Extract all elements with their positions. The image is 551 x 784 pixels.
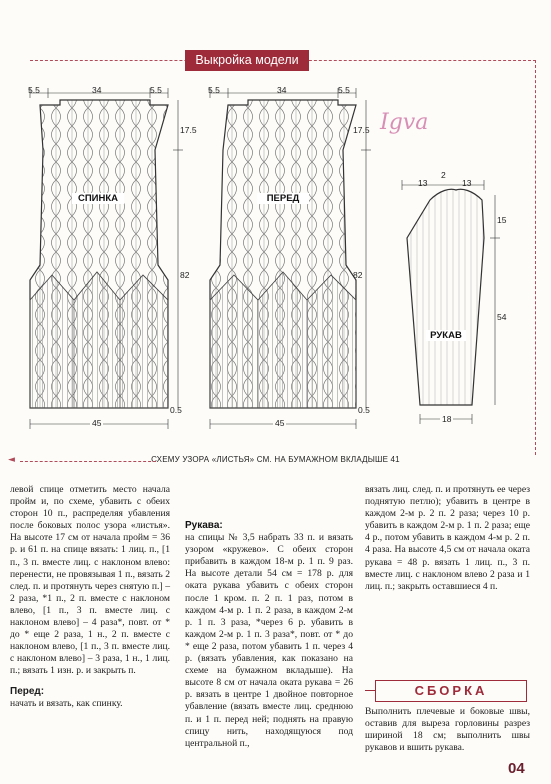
back-shoulder-right: 5.5	[150, 85, 162, 95]
assembly-instructions: Выполнить плечевые и боковые швы, оставив для выреза горловины разрез шириной 18 см; выполнить швы рукавов и вшить рукава.	[365, 706, 530, 754]
sleeves-continued: вязать лиц. след. п. и протянуть ее через поднятую петлю); убавить в центре в каждом 2-м р. 2 п. 2 раза; через 10 р. убавить в каждом 2-м р. 1 п. 2 раза; еще 4 р., потом убавить в каждом 4-м р. 2 п. 4 раза. На высоте 4,5 см от начала оката рукава = 48 р. вязать 1 лиц. п., 3 п. вместе лиц. с наклоном влево 2 раза и 1 лиц. п.; закрыть оставшиеся 4 п.	[365, 484, 530, 592]
front-heading: Перед:	[10, 685, 45, 697]
watermark: Igva	[380, 110, 429, 135]
front-width: 45	[275, 418, 285, 428]
sleeve-cap-right: 13	[462, 178, 472, 188]
page-title: Выкройка модели	[185, 50, 309, 71]
front-body-height: 82	[353, 270, 363, 280]
pattern-note: СХЕМУ УЗОРА «ЛИСТЬЯ» СМ. НА БУМАЖНОМ ВКЛАДЫШЕ 41	[151, 455, 400, 464]
front-piece	[210, 100, 356, 408]
back-piece	[30, 100, 168, 408]
front-label: ПЕРЕД	[257, 193, 309, 204]
back-neck-width: 34	[92, 85, 102, 95]
note-arrow-icon: ◄	[8, 455, 15, 465]
sleeve-length: 54	[497, 312, 507, 322]
front-neck-width: 34	[277, 85, 287, 95]
column-3	[365, 484, 530, 593]
front-shoulder-left: 5.5	[208, 85, 220, 95]
back-yoke-height: 17.5	[180, 125, 197, 135]
front-yoke-height: 17.5	[353, 125, 370, 135]
column-2	[185, 520, 353, 750]
assembly-block	[365, 706, 530, 754]
sleeve-cap-left: 13	[418, 178, 428, 188]
sleeves-instructions: на спицы № 3,5 набрать 33 п. и вязать узором «кружево». С обеих сторон прибавить в каждом 18-м р. 1 п. 9 раз. На высоте детали 54 см = 178 р. для оката рукава убавить с обеих сторон после 1 кром. п. 2 п. 1 раз, потом в каждом 4-м р. 1 п. 2 раза, в каждом 2-м р. 1 п. 3 раза, *через 6 р. убавить в каждом 2-м р. 1 п. 3 раза*, повт. от * до * еще 2 раза, потом убавить 1 п. через 4 р. (вязать убавления, как показано на схеме на бумажном вкладыше). На высоте 8 см от начала оката рукава = 26 р. вязать в центре 1 двойное повторное убавление (вязать вместе лиц. среднюю п. и 1 п. перед ней; поднять на правую спицу нить, находящуюся под центральной п.,	[185, 532, 353, 749]
sleeve-cap-top: 2	[441, 170, 446, 180]
front-instructions: начать и вязать, как спинку.	[10, 697, 123, 709]
back-body-height: 82	[180, 270, 190, 280]
front-hem: 0.5	[358, 405, 370, 415]
frame-rule	[535, 60, 537, 455]
page-number: 04	[508, 760, 525, 777]
column-1	[10, 484, 170, 710]
sleeve-cap-height: 15	[497, 215, 507, 225]
back-instructions: левой спице отметить место начала пройм и, по схеме, убавить с обеих сторон 10 п., распределяя убавления после боковых полос узора «листья». На высоте 17 см от начала пройм = 36 р. и 61 п. на спице вязать: 1 лиц. п., [1 п., 3 п. вместе лиц. с наклоном влево: перенести, не провязывая 1 п., вязать 2 след. п. и протянуть через снятую п.] – 2 раза, *1 п., 2 п. вместе с наклоном влево, [1 п., 3 п. вместе лиц. с наклоном влево] – 4 раза*, повт. от * до * еще 2 раза, 1 н., 2 п. вместе с наклоном влево, [1 п., 3 п. вместе лиц. с наклоном влево] – 3 раза, 1 н., 1 лиц. п.; вязать 1 изн. р. и закрыть п.	[10, 484, 170, 677]
sleeves-heading: Рукава:	[185, 520, 223, 531]
back-width: 45	[92, 418, 102, 428]
assembly-rule-left	[365, 690, 375, 692]
back-hem: 0.5	[170, 405, 182, 415]
sleeve-piece	[407, 189, 484, 405]
sleeve-cuff-width: 18	[442, 414, 452, 424]
note-rule-left	[20, 461, 156, 463]
assembly-heading: СБОРКА	[375, 680, 527, 702]
front-shoulder-right: 5.5	[338, 85, 350, 95]
back-shoulder-left: 5.5	[28, 85, 40, 95]
back-label: СПИНКА	[72, 193, 124, 204]
sleeve-label: РУКАВ	[426, 330, 466, 341]
